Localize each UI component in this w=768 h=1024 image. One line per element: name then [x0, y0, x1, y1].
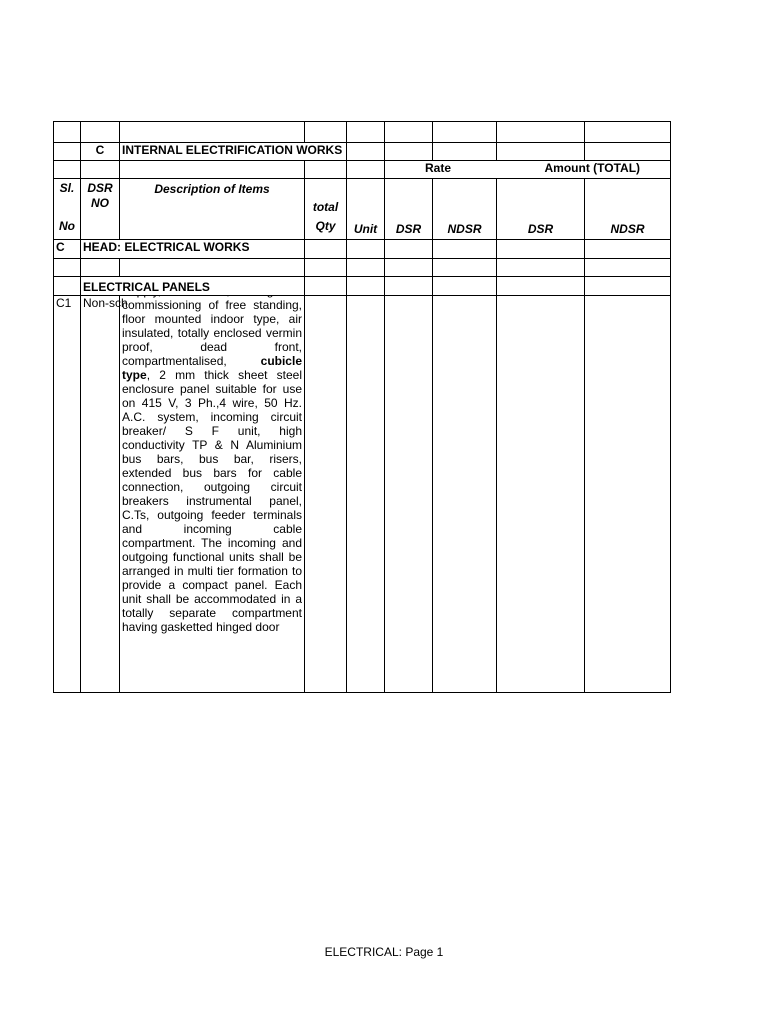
head-title[interactable]: HEAD: ELECTRICAL WORKS: [81, 240, 305, 259]
sl-no-header[interactable]: [54, 179, 81, 240]
total-header-bottom: Qty: [315, 219, 336, 233]
total-header-top: total: [312, 200, 339, 214]
item-unit[interactable]: [347, 296, 385, 693]
amount-header[interactable]: Amount (TOTAL): [497, 161, 671, 179]
head-code[interactable]: C: [54, 240, 81, 259]
description-header[interactable]: Description of Items: [120, 179, 305, 240]
dsr-header-top: DSR: [87, 181, 113, 195]
sl-header-bottom: No: [59, 219, 75, 233]
item-rate-dsr[interactable]: [385, 296, 433, 693]
rate-dsr-header[interactable]: DSR: [385, 179, 433, 240]
amount-ndsr-header[interactable]: NDSR: [585, 179, 671, 240]
item-total-qty[interactable]: [305, 296, 347, 693]
subhead-title[interactable]: ELECTRICAL PANELS: [81, 277, 305, 296]
item-dsr-no[interactable]: Non-sch: [81, 296, 120, 693]
section-code[interactable]: C: [81, 143, 120, 161]
blank-row: [54, 122, 671, 143]
rate-ndsr-header[interactable]: NDSR: [433, 179, 497, 240]
dsr-no-header[interactable]: [81, 179, 120, 240]
unit-header[interactable]: Unit: [347, 179, 385, 240]
column-header-row: [54, 179, 671, 240]
section-title-row: [54, 143, 671, 161]
page-footer: ELECTRICAL: Page 1: [324, 945, 444, 959]
item-row: [54, 296, 671, 693]
amount-dsr-header[interactable]: DSR: [497, 179, 585, 240]
item-description-text: commissioning of free standing, floor mounted indoor type, air insulated, totally enclosed vermin proof, dead front, compartmentalised, cubicle type, 2 mm thick sheet steel enclosure panel suitable for use on 415 V, 3 Ph.,4 wire, 50 Hz. A.C. system, incoming circuit breaker/ S F unit, high conductivity TP & N Aluminium bus bars, bus bar, risers, extended bus bars for cable connection, outgoing circuit breakers instrumental panel, C.Ts, outgoing feeder terminals and incoming cable compartment. The incoming and outgoing functional units shall be arranged in multi tier formation to provide a compact panel. Each unit shall be accommodated in a totally separate compartment having gasketted hinged door: [122, 298, 302, 634]
item-description[interactable]: [120, 296, 305, 693]
total-qty-header[interactable]: [305, 179, 347, 240]
item-amount-dsr[interactable]: [497, 296, 585, 693]
item-rate-ndsr[interactable]: [433, 296, 497, 693]
estimate-table: [53, 121, 671, 693]
rate-header[interactable]: Rate: [385, 161, 497, 179]
cubicle-type-emphasis: cubicle type: [122, 354, 302, 382]
head-row: [54, 240, 671, 259]
subhead-row: [54, 277, 671, 296]
blank-row: [54, 259, 671, 277]
section-title[interactable]: INTERNAL ELECTRIFICATION WORKS: [120, 143, 347, 161]
estimate-sheet: [53, 121, 670, 693]
rate-amount-header-row: [54, 161, 671, 179]
dsr-header-bottom: NO: [91, 196, 109, 210]
sl-header-top: Sl.: [59, 181, 75, 195]
item-sl[interactable]: C1: [54, 296, 81, 693]
item-description-clip: [122, 296, 302, 692]
item-amount-ndsr[interactable]: [585, 296, 671, 693]
